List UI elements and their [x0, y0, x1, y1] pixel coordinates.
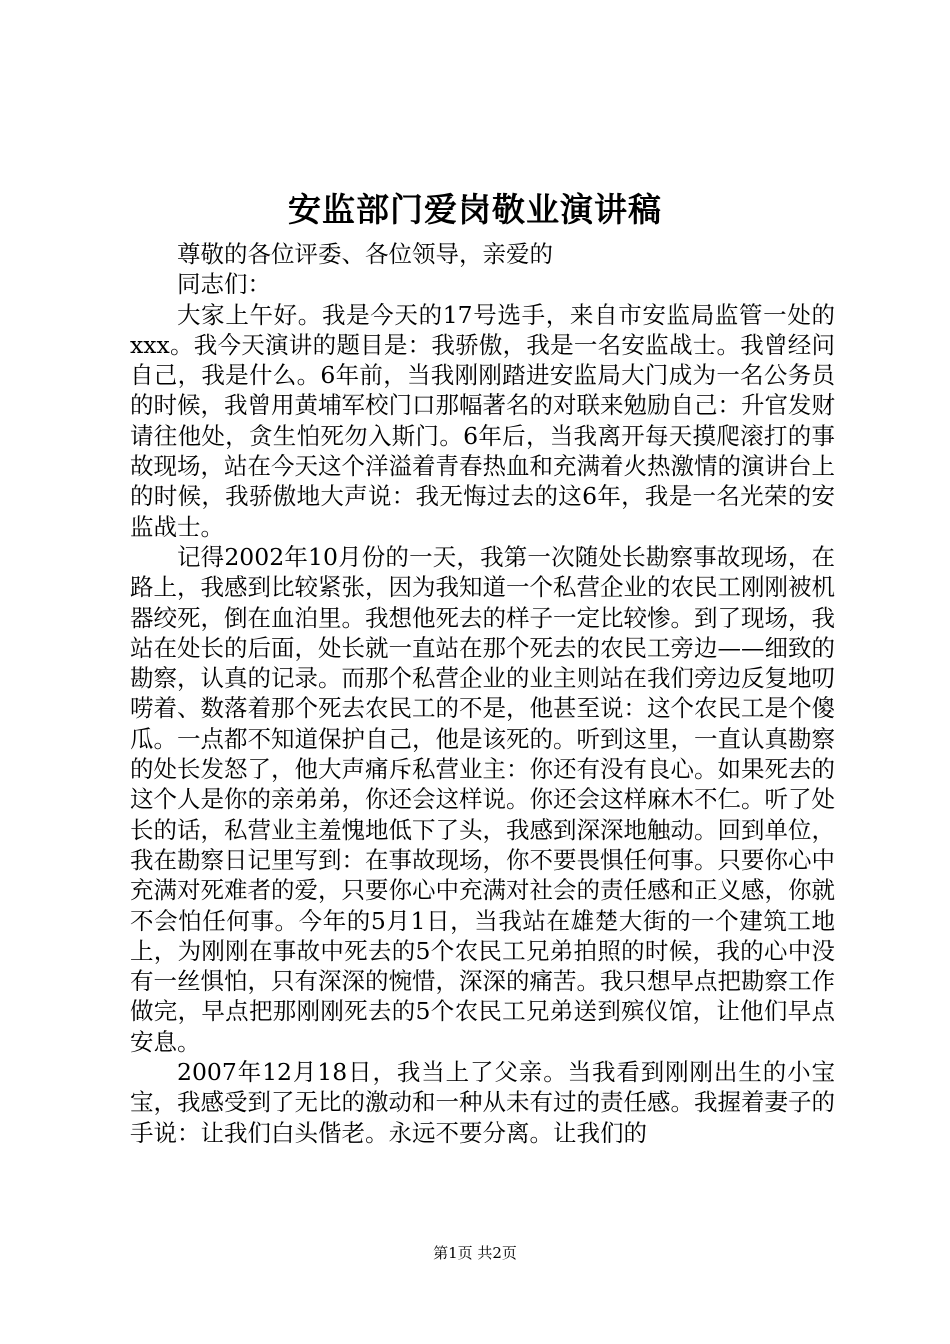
paragraph: 大家上午好。我是今天的17号选手，来自市安监局监管一处的xxx。我今天演讲的题目是：我骄傲，我是一名安监战士。我曾经问自己，我是什么。6年前，当我刚刚踏进安监局大门成为一名公务员的时候，我曾用黄埔军校门口那幅著名的对联来勉励自己：升官发财请往他处，贪生怕死勿入斯门。6年后，当我离开每天摸爬滚打的事故现场，站在今天这个洋溢着青春热血和充满着火热激情的演讲台上的时候，我骄傲地大声说：我无悔过去的这6年，我是一名光荣的安监战士。 — [130, 300, 835, 541]
paragraph: 记得2002年10月份的一天，我第一次随处长勘察事故现场，在路上，我感到比较紧张，因为我知道一个私营企业的农民工刚刚被机器绞死，倒在血泊里。我想他死去的样子一定比较惨。到了现场，我站在处长的后面，处长就一直站在那个死去的农民工旁边——细致的勘察，认真的记录。而那个私营企业的业主则站在我们旁边反复地叨唠着、数落着那个死去农民工的不是，他甚至说：这个农民工是个傻瓜。一点都不知道保护自己，他是该死的。听到这里，一直认真勘察的处长发怒了，他大声痛斥私营业主：你还有没有良心。如果死去的这个人是你的亲弟弟，你还会这样说。你还会这样麻木不仁。听了处长的话，私营业主羞愧地低下了头，我感到深深地触动。回到单位，我在勘察日记里写到：在事故现场，你不要畏惧任何事。只要你心中充满对死难者的爱，只要你心中充满对社会的责任感和正义感，你就不会怕任何事。今年的5月1日，当我站在雄楚大街的一个建筑工地上，为刚刚在事故中死去的5个农民工兄弟拍照的时候，我的心中没有一丝惧怕，只有深深的惋惜，深深的痛苦。我只想早点把勘察工作做完，早点把那刚刚死去的5个农民工兄弟送到殡仪馆，让他们早点安息。 — [130, 542, 835, 1056]
document-title: 安监部门爱岗敬业演讲稿 — [288, 190, 662, 229]
page-number-footer: 第1页 共2页 — [433, 1244, 517, 1262]
greeting-line: 同志们： — [177, 270, 271, 299]
document-body — [130, 239, 835, 1148]
greeting-line: 尊敬的各位评委、各位领导，亲爱的 — [177, 240, 553, 268]
paragraph: 2007年12月18日，我当上了父亲。当我看到刚刚出生的小宝宝，我感受到了无比的激动和一种从未有过的责任感。我握着妻子的手说：让我们白头偕老。永远不要分离。让我们的 — [130, 1058, 835, 1147]
